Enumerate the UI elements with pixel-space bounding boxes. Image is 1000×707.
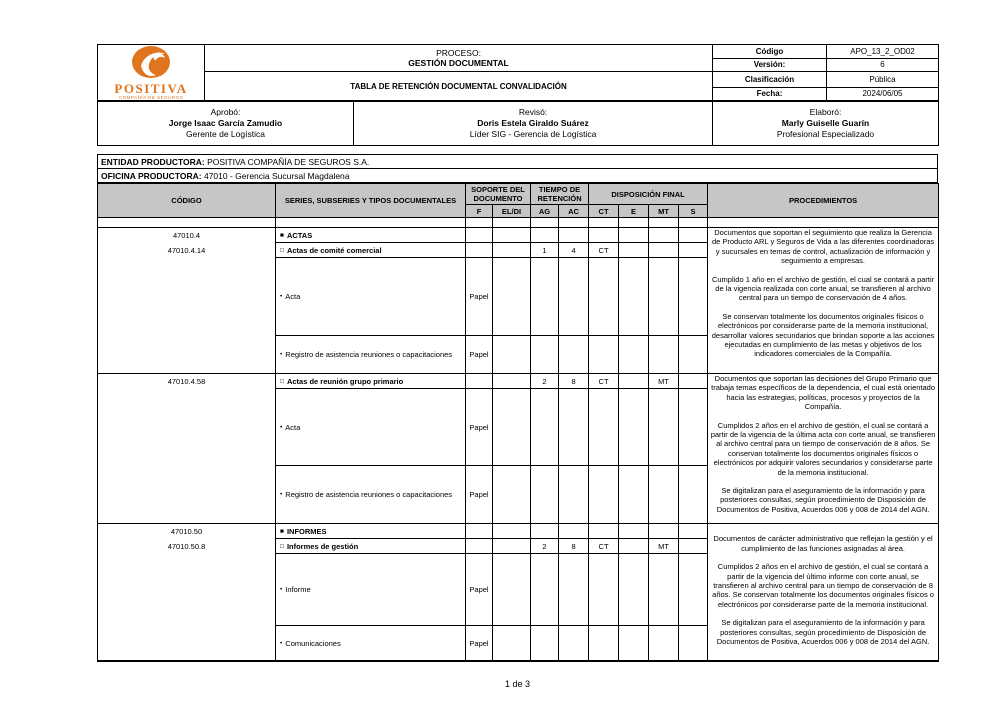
code-cell: [98, 228, 276, 374]
prepared-role: Elaboró:: [809, 107, 842, 117]
header-soporte: SOPORTE DEL DOCUMENTO: [466, 184, 531, 205]
header-procedimientos: PROCEDIMIENTOS: [708, 184, 939, 218]
ac-cell: 8: [559, 539, 589, 554]
approved-title: Gerente de Logística: [186, 129, 265, 139]
process-label: PROCESO:: [436, 48, 481, 58]
doc-bullet-icon: •: [280, 491, 283, 499]
prepared-title: Profesional Especializado: [776, 129, 875, 139]
subseries-name-cell: □ Informes de gestión: [276, 539, 466, 554]
signoff-row: [97, 101, 939, 146]
procedure-cell: [708, 524, 939, 661]
ac-cell: 4: [559, 243, 589, 258]
spacer-row: [98, 218, 939, 228]
header-eldi: EL/DI: [493, 205, 531, 218]
series-name-cell: ■ ACTAS: [276, 228, 466, 243]
doctype-name-cell: • Informe: [276, 554, 466, 626]
approved-cell: [98, 102, 354, 146]
code-value: 47010.50.8: [167, 542, 206, 552]
approved-role: Aprobó:: [210, 107, 241, 117]
entity-value: POSITIVA COMPAÑÍA DE SEGUROS S.A.: [207, 156, 370, 167]
entity-label: ENTIDAD PRODUCTORA:: [101, 156, 205, 167]
subseries-bullet-icon: □: [280, 542, 284, 550]
header-disposicion: DISPOSICIÓN FINAL: [589, 184, 708, 205]
doctype-name-cell: • Registro de asistencia reuniones o capacitaciones: [276, 466, 466, 524]
classification-value: Pública: [827, 72, 939, 88]
subseries-name-cell: □ Actas de comité comercial: [276, 243, 466, 258]
subseries-bullet-icon: □: [280, 246, 284, 254]
doctype-name-cell: • Registro de asistencia reuniones o capacitaciones: [276, 336, 466, 374]
ac-cell: 8: [559, 374, 589, 389]
brand-tagline: COMPAÑÍA DE SEGUROS: [118, 95, 184, 100]
support-f-cell: Papel: [466, 626, 493, 661]
code-value: 47010.4.14: [167, 246, 206, 255]
code-cell: [98, 524, 276, 661]
header-series: SERIES, SUBSERIES Y TIPOS DOCUMENTALES: [276, 184, 466, 218]
prepared-name: Marly Guiselle Guarín: [781, 118, 870, 128]
document-title: TABLA DE RETENCIÓN DOCUMENTAL CONVALIDACIÓN: [205, 72, 713, 101]
mt-cell: MT: [649, 374, 679, 389]
support-f-cell: Papel: [466, 258, 493, 336]
code-label: Código: [713, 45, 827, 59]
code-value: 47010.4.58: [167, 377, 206, 386]
header-codigo: CÓDIGO: [98, 184, 276, 218]
doc-bullet-icon: •: [280, 293, 283, 300]
trd-document: [97, 44, 938, 662]
brand-name: POSITIVA: [114, 81, 188, 96]
procedure-paragraph: Documentos que soportan el seguimiento que realiza la Gerencia de Producto ARL y Seguros de Vida a las diferentes coordinadoras y sucursales en temas de control, actualización de información y seguimiento a empresas.: [711, 228, 935, 266]
reviewed-name: Doris Estela Giraldo Suárez: [477, 118, 589, 128]
ct-cell: CT: [589, 374, 619, 389]
office-row: [98, 169, 938, 183]
subseries-name-cell: □ Actas de reunión grupo primario: [276, 374, 466, 389]
document-header: [97, 44, 939, 101]
code-cell: [98, 374, 276, 524]
series-name-cell: ■ INFORMES: [276, 524, 466, 539]
ag-cell: 2: [531, 374, 559, 389]
e-cell: [619, 539, 649, 554]
code-value: 47010.4: [172, 231, 201, 240]
procedure-paragraph: Cumplidos 2 años en el archivo de gestión, el cual se contará a partir de la vigencia de la última acta con corte anual, se transfieren al archivo central para un tiempo de conservación de 8 años. Se conservan totalmente los documentos originales físicos o electrónicos por adquirir valores secundarios y considerarse parte de la memoria institucional.: [710, 420, 936, 477]
office-value: 47010 - Gerencia Sucursal Magdalena: [203, 170, 350, 181]
process-name: GESTIÓN DOCUMENTAL: [408, 58, 509, 68]
mt-cell: [649, 243, 679, 258]
e-cell: [619, 243, 649, 258]
series-row-actas: [98, 228, 939, 243]
s-cell: [679, 539, 708, 554]
approved-name: Jorge Isaac García Zamudio: [168, 118, 283, 128]
procedure-paragraph: Documentos de carácter administrativo que reflejan la gestión y el cumplimiento de las funciones asignadas al área.: [713, 534, 933, 553]
header-s: S: [679, 205, 708, 218]
date-label: Fecha:: [713, 87, 827, 101]
header-f: F: [466, 205, 493, 218]
doc-bullet-icon: •: [280, 351, 283, 358]
s-cell: [679, 243, 708, 258]
support-f-cell: Papel: [466, 554, 493, 626]
procedure-paragraph: Cumplido 1 año en el archivo de gestión, el cual se contará a partir de la vigencia realizada con corte anual, se transfieren al archivo central para un tiempo de conservación de 4 años.: [711, 274, 935, 303]
header-tiempo: TIEMPO DE RETENCIÓN: [531, 184, 589, 205]
procedure-paragraph: Documentos que soportan las decisiones del Grupo Primario que trabaja temas específicos de la dependencia, el cual está orientado hacia las estrategias, políticas, procesos y proyectos de la Compañía.: [711, 374, 936, 412]
reviewed-role: Revisó:: [518, 107, 548, 117]
classification-label: Clasificación: [713, 72, 827, 88]
procedure-paragraph: Se digitalizan para el aseguramiento de la información y para posteriores consultas, según procedimiento de Disposición de Documentos de Positiva, Acuerdos 006 y 008 de 2014 del AGN.: [716, 618, 930, 646]
ag-cell: 1: [531, 243, 559, 258]
producer-box: [97, 154, 938, 183]
procedure-cell: [708, 228, 939, 374]
doctype-name-cell: • Comunicaciones: [276, 626, 466, 661]
reviewed-title: Líder SIG - Gerencia de Logística: [469, 129, 597, 139]
date-value: 2024/06/05: [827, 87, 939, 101]
procedure-paragraph: Cumplidos 2 años en el archivo de gestión, el cual se contará a partir de la vigencia del último informe con corte anual, se transfieren al archivo central para un tiempo de conservación de 8 años. Se conservan totalmente los documentos originales físicos o electrónicos por considerarse parte de la memoria institucional.: [712, 562, 934, 609]
retention-table: [97, 183, 939, 662]
support-f-cell: Papel: [466, 389, 493, 466]
e-cell: [619, 374, 649, 389]
doc-bullet-icon: •: [280, 423, 283, 431]
series-bullet-icon: ■: [280, 231, 284, 239]
reviewed-cell: [354, 102, 713, 146]
process-cell: [205, 45, 713, 72]
procedure-paragraph: Se conservan totalmente los documentos originales físicos o electrónicos por considerarse parte de la memoria institucional, desarrollar valores secundarios que brindan soporte a las acciones ejecutadas en cumplimiento de las metas y objetivos de los indicadores comerciales de la Compañía.: [711, 311, 935, 359]
doc-bullet-icon: •: [280, 586, 283, 594]
support-f-cell: Papel: [466, 336, 493, 374]
office-label: OFICINA PRODUCTORA:: [101, 170, 202, 181]
doctype-name-cell: • Acta: [276, 258, 466, 336]
header-mt: MT: [649, 205, 679, 218]
s-cell: [679, 374, 708, 389]
ag-cell: 2: [531, 539, 559, 554]
series-bullet-icon: ■: [280, 527, 284, 535]
header-ct: CT: [589, 205, 619, 218]
doctype-name-cell: • Acta: [276, 389, 466, 466]
header-ag: AG: [531, 205, 559, 218]
version-value: 6: [827, 58, 939, 72]
mt-cell: MT: [649, 539, 679, 554]
doc-bullet-icon: •: [280, 639, 283, 647]
code-value: 47010.50: [170, 527, 203, 537]
support-f-cell: Papel: [466, 466, 493, 524]
version-label: Versión:: [713, 58, 827, 72]
subseries-row: [98, 374, 939, 389]
procedure-paragraph: Se digitalizan para el aseguramiento de la información y para posteriores consultas, según procedimiento de Disposición de Documentos de Positiva, Acuerdos 006 y 008 de 2014 del AGN.: [716, 486, 930, 514]
entity-row: [98, 155, 938, 169]
subseries-bullet-icon: □: [280, 377, 284, 385]
prepared-cell: [713, 102, 939, 146]
header-e: E: [619, 205, 649, 218]
ct-cell: CT: [589, 243, 619, 258]
logo-cell: [98, 45, 205, 101]
series-row-informes: [98, 524, 939, 539]
header-ac: AC: [559, 205, 589, 218]
ct-cell: CT: [589, 539, 619, 554]
procedure-cell: [708, 374, 939, 524]
page-number: 1 de 3: [504, 679, 531, 689]
code-value: APO_13_2_OD02: [827, 45, 939, 59]
